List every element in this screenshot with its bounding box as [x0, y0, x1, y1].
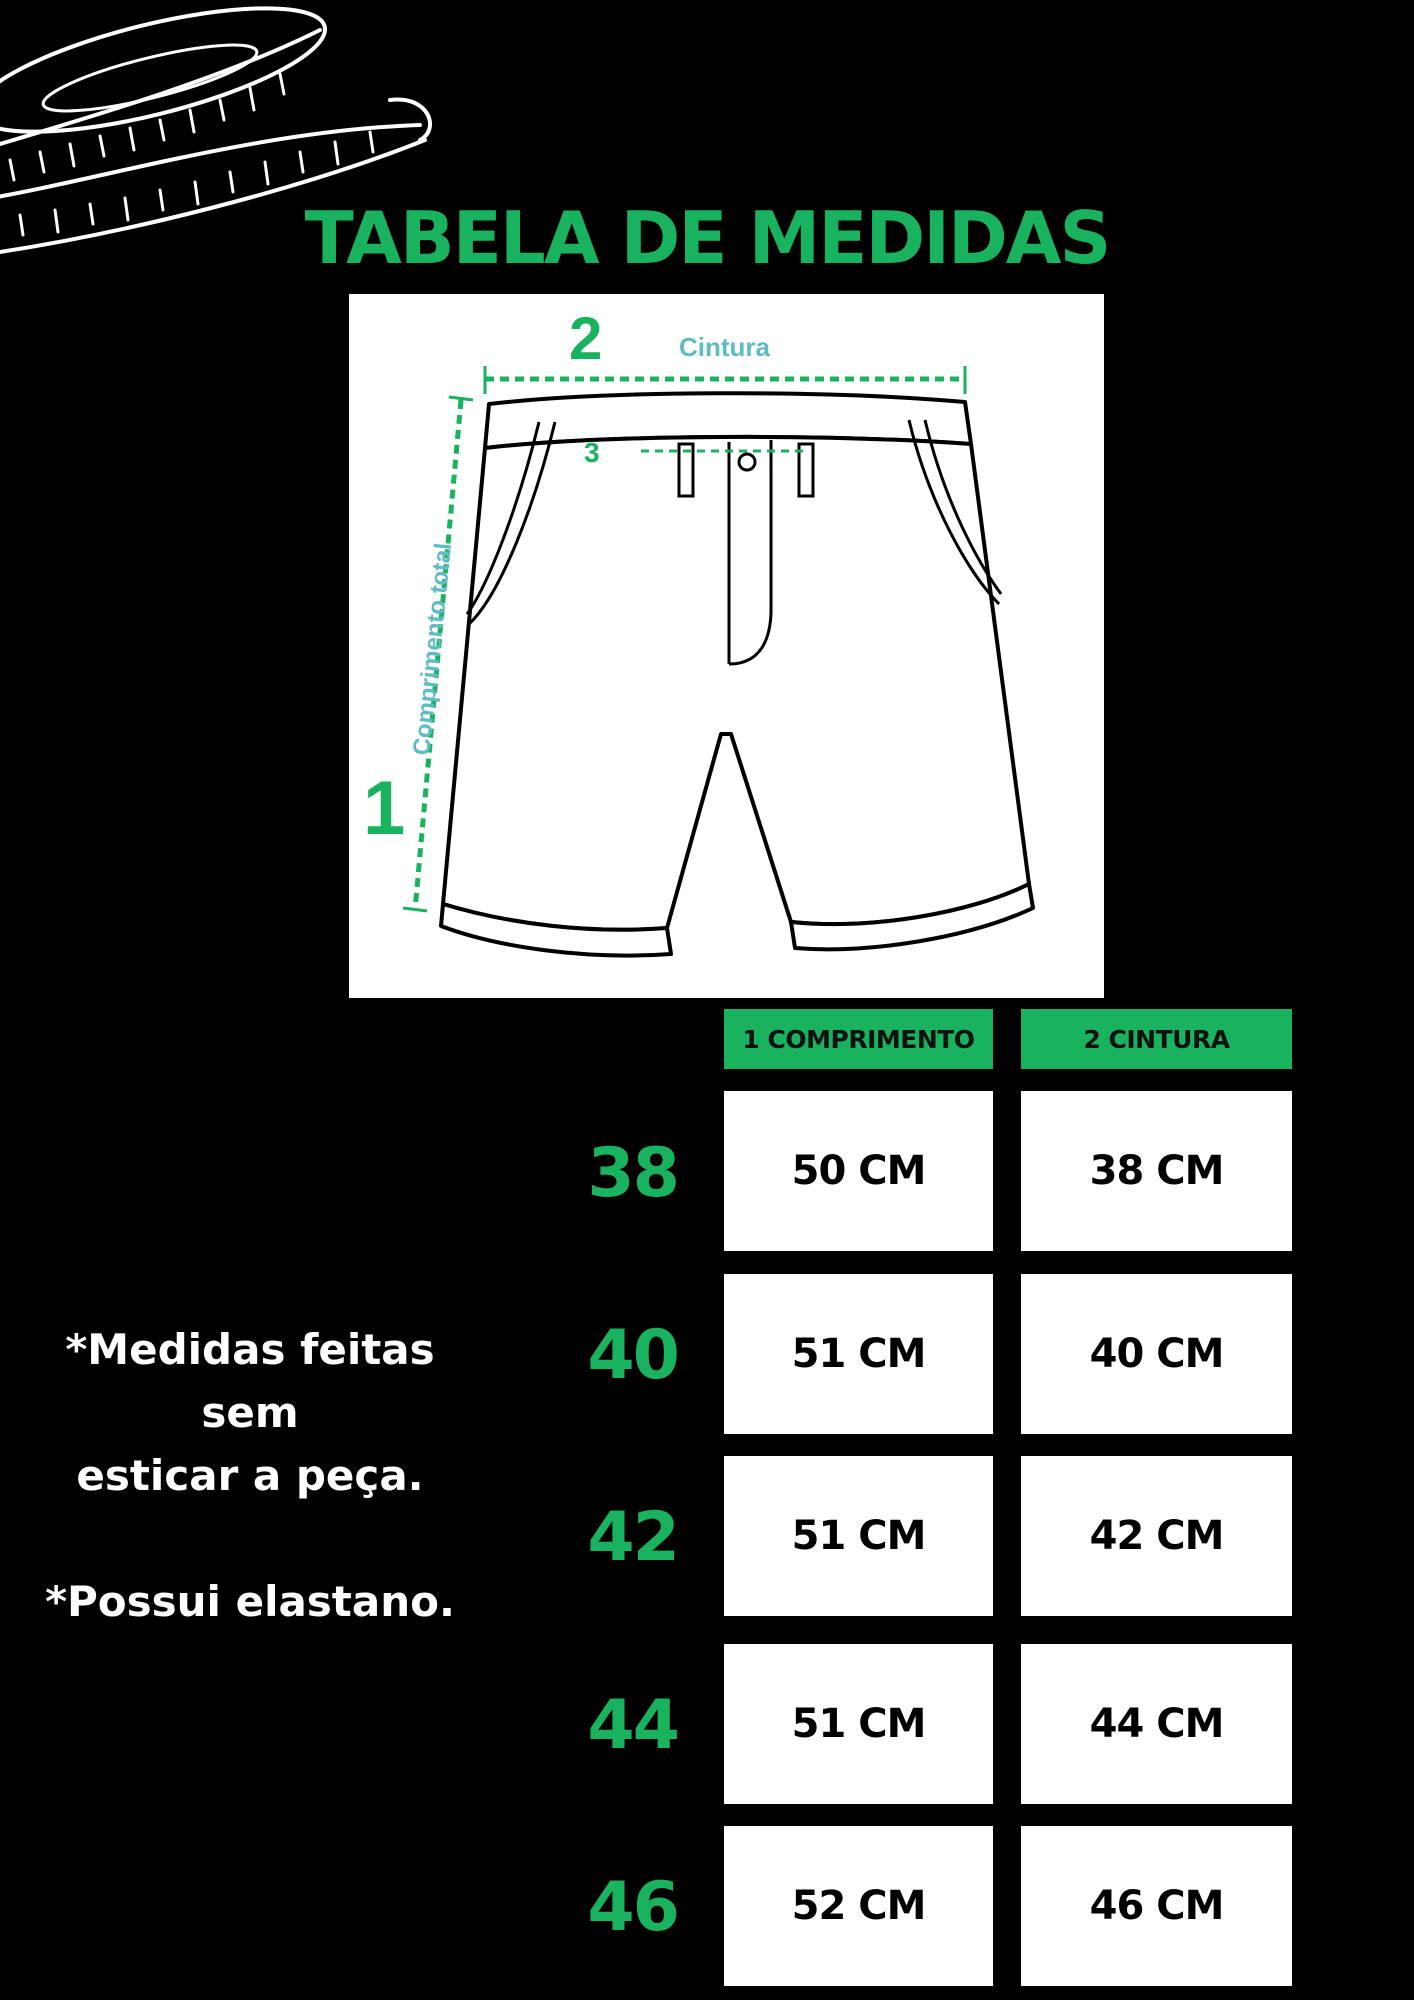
- shorts-illustration: [349, 294, 1104, 998]
- cintura-cell: 46 CM: [1021, 1826, 1292, 1986]
- diagram-label-3: 3: [584, 437, 600, 468]
- size-label: 46: [587, 1868, 678, 1947]
- diagram-label-cintura: Cintura: [679, 332, 770, 362]
- diagram-label-2: 2: [569, 305, 603, 372]
- shorts-diagram: [349, 294, 1104, 998]
- column-header-cintura: 2 CINTURA: [1021, 1009, 1292, 1069]
- diagram-label-1: 1: [363, 766, 406, 851]
- note-spacer: [30, 1507, 470, 1570]
- note-line: *Possui elastano.: [45, 1577, 455, 1626]
- comprimento-cell: 51 CM: [724, 1456, 993, 1616]
- column-header-comprimento: 1 COMPRIMENTO: [724, 1009, 993, 1069]
- measurement-notes: [30, 1318, 470, 1633]
- cintura-cell: 40 CM: [1021, 1274, 1292, 1434]
- cintura-cell: 38 CM: [1021, 1091, 1292, 1251]
- diagram-label-comprimento: Comprimento total: [408, 541, 458, 757]
- cintura-cell: 44 CM: [1021, 1644, 1292, 1804]
- note-line: sem: [201, 1388, 299, 1437]
- page-title: TABELA DE MEDIDAS: [304, 196, 1110, 280]
- comprimento-cell: 52 CM: [724, 1826, 993, 1986]
- note-line: esticar a peça.: [76, 1451, 424, 1500]
- cintura-cell: 42 CM: [1021, 1456, 1292, 1616]
- size-label: 42: [587, 1498, 678, 1577]
- comprimento-cell: 51 CM: [724, 1274, 993, 1434]
- size-label: 44: [587, 1686, 678, 1765]
- size-label: 38: [587, 1134, 678, 1213]
- comprimento-cell: 51 CM: [724, 1644, 993, 1804]
- size-label: 40: [587, 1316, 678, 1395]
- note-line: *Medidas feitas: [65, 1325, 435, 1374]
- comprimento-cell: 50 CM: [724, 1091, 993, 1251]
